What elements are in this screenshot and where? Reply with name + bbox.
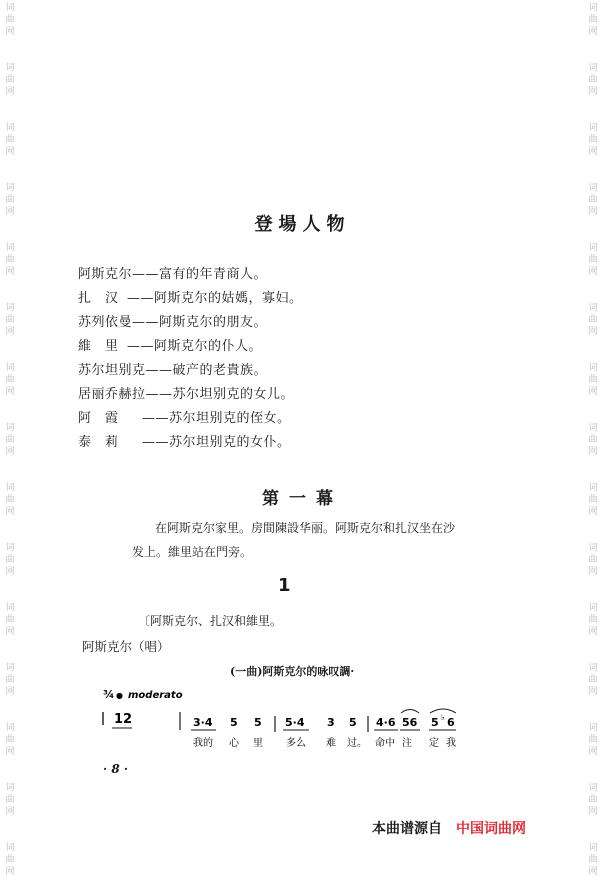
watermark-char: 曲 xyxy=(5,555,15,565)
lyric: 注 xyxy=(402,738,412,749)
watermark-char: 网 xyxy=(5,447,15,457)
watermark-char: 词 xyxy=(5,423,15,433)
watermark-char: 网 xyxy=(588,447,598,457)
watermark-text xyxy=(3,422,17,458)
watermark-char: 曲 xyxy=(588,735,598,745)
watermark-char: 曲 xyxy=(5,135,15,145)
cast-name: 苏尔坦别克 xyxy=(78,363,146,378)
cast-description: 苏尔坦别克的女儿。 xyxy=(172,387,295,402)
watermark-text xyxy=(586,782,600,818)
watermark-char: 网 xyxy=(588,627,598,637)
watermark-char: 网 xyxy=(5,87,15,97)
note: 56 xyxy=(402,716,418,729)
cast-name: 維 里 xyxy=(78,339,119,354)
watermark-char: 曲 xyxy=(5,675,15,685)
cast-dash: —— xyxy=(145,387,173,402)
watermark-char: 曲 xyxy=(5,255,15,265)
watermark-char: 网 xyxy=(588,267,598,277)
cast-entry xyxy=(78,263,267,282)
watermark-char: 曲 xyxy=(588,855,598,865)
cast-description: 富有的年青商人。 xyxy=(159,267,268,282)
watermark-char: 词 xyxy=(5,543,15,553)
watermark-text xyxy=(586,242,600,278)
watermark-char: 词 xyxy=(588,543,598,553)
note: 5 xyxy=(254,716,262,729)
watermark-char: 网 xyxy=(5,27,15,37)
watermark-char: 网 xyxy=(5,687,15,697)
cast-entry xyxy=(78,287,303,306)
watermark-char: 词 xyxy=(5,243,15,253)
cast-description: 阿斯克尔的姑媽，寡妇。 xyxy=(154,291,303,306)
cast-dash: —— xyxy=(142,411,169,426)
watermark-char: 曲 xyxy=(5,855,15,865)
cast-entry xyxy=(78,359,267,378)
watermark-text xyxy=(3,122,17,158)
watermark-char: 词 xyxy=(5,63,15,73)
lyric: 多么 xyxy=(286,738,306,749)
watermark-char: 曲 xyxy=(588,255,598,265)
cast-name: 居丽乔赫拉 xyxy=(78,387,146,402)
cast-name: 阿 霞 xyxy=(78,411,119,426)
jianpu-score xyxy=(0,680,605,760)
watermark-text xyxy=(3,2,17,38)
lyric: 我 xyxy=(446,738,456,749)
watermark-text xyxy=(3,542,17,578)
watermark-text xyxy=(586,302,600,338)
cast-description: 苏尔坦别克的女仆。 xyxy=(169,435,291,450)
cast-entry xyxy=(78,383,294,402)
watermark-char: 曲 xyxy=(588,495,598,505)
watermark-char: 词 xyxy=(588,303,598,313)
flat-sign: ♭ xyxy=(441,713,445,722)
watermark-text xyxy=(586,62,600,98)
watermark-text xyxy=(3,602,17,638)
page-number: · 8 · xyxy=(103,762,129,776)
watermark-char: 曲 xyxy=(588,135,598,145)
watermark-text xyxy=(586,2,600,38)
watermark-char: 曲 xyxy=(5,75,15,85)
watermark-text xyxy=(586,122,600,158)
watermark-char: 曲 xyxy=(588,435,598,445)
watermark-char: 词 xyxy=(588,423,598,433)
speaker-label: 阿斯克尔（唱） xyxy=(82,639,170,654)
watermark-char: 词 xyxy=(5,183,15,193)
cast-dash: —— xyxy=(145,363,173,378)
watermark-text xyxy=(586,362,600,398)
watermark-char: 词 xyxy=(5,663,15,673)
cast-name: 苏列依曼 xyxy=(78,315,133,330)
cast-description: 苏尔坦别克的侄女。 xyxy=(169,411,291,426)
cast-dash: —— xyxy=(142,435,169,450)
watermark-char: 网 xyxy=(588,147,598,157)
scene-characters: 〔阿斯克尔、扎汉和維里。 xyxy=(138,614,283,628)
scene-number: 1 xyxy=(278,575,291,596)
watermark-char: 词 xyxy=(588,723,598,733)
watermark-char: 词 xyxy=(588,663,598,673)
watermark-char: 曲 xyxy=(588,555,598,565)
watermark-char: 词 xyxy=(5,123,15,133)
watermark-char: 词 xyxy=(588,363,598,373)
cast-description: 破产的老貴族。 xyxy=(172,363,268,378)
watermark-char: 网 xyxy=(588,567,598,577)
watermark-char: 词 xyxy=(5,483,15,493)
note: 5 xyxy=(230,716,238,729)
watermark-char: 曲 xyxy=(5,195,15,205)
watermark-char: 词 xyxy=(588,603,598,613)
watermark-char: 曲 xyxy=(5,435,15,445)
watermark-char: 曲 xyxy=(5,375,15,385)
note: 5 xyxy=(431,716,439,729)
watermark-char: 网 xyxy=(5,507,15,517)
lyric: 难 xyxy=(326,738,336,749)
watermark-text xyxy=(3,302,17,338)
source-note xyxy=(372,818,526,838)
watermark-char: 曲 xyxy=(588,375,598,385)
stage-direction-line-1: 在阿斯克尔家里。房間陳設华丽。阿斯克尔和扎汉坐在沙 xyxy=(155,521,456,535)
note: 6 xyxy=(447,716,455,729)
watermark-char: 曲 xyxy=(588,15,598,25)
watermark-char: 网 xyxy=(588,747,598,757)
pickup-measure xyxy=(103,712,132,728)
cast-dash: —— xyxy=(132,267,160,282)
watermark-char: 曲 xyxy=(588,315,598,325)
source-brand-link[interactable]: 中国词曲网 xyxy=(456,821,526,837)
pickup-notes: 12 xyxy=(114,712,133,727)
lyric: 我的 xyxy=(193,738,213,749)
watermark-char: 曲 xyxy=(588,195,598,205)
watermark-char: 词 xyxy=(5,843,15,853)
watermark-char: 网 xyxy=(5,627,15,637)
song-title: (一曲)阿斯克尔的咏叹調· xyxy=(230,665,355,678)
cast-entry xyxy=(78,407,291,426)
watermark-char: 曲 xyxy=(588,795,598,805)
watermark-text xyxy=(586,842,600,878)
watermark-char: 词 xyxy=(5,303,15,313)
watermark-text xyxy=(3,62,17,98)
watermark-text xyxy=(586,422,600,458)
cast-dash: —— xyxy=(127,291,154,306)
note: 3 xyxy=(327,716,335,729)
watermark-char: 曲 xyxy=(5,15,15,25)
watermark-char: 网 xyxy=(5,267,15,277)
cast-name: 阿斯克尔 xyxy=(78,267,133,282)
measure-1 xyxy=(180,712,263,749)
watermark-char: 网 xyxy=(588,507,598,517)
tempo-dot: ● xyxy=(116,691,123,700)
cast-name: 扎 汉 xyxy=(78,291,119,306)
note: 5·4 xyxy=(285,716,305,729)
lyric: 定 xyxy=(429,738,439,749)
cast-dash: —— xyxy=(132,315,160,330)
watermark-char: 网 xyxy=(5,567,15,577)
watermark-char: 网 xyxy=(5,147,15,157)
cast-entry xyxy=(78,335,262,354)
watermark-text xyxy=(3,362,17,398)
watermark-char: 网 xyxy=(588,687,598,697)
watermark-char: 词 xyxy=(5,603,15,613)
act-title: 第一幕 xyxy=(262,489,343,509)
cast-dash: —— xyxy=(127,339,154,354)
watermark-char: 网 xyxy=(588,867,598,877)
tempo-marking: moderato xyxy=(128,690,183,701)
note: 5 xyxy=(349,716,357,729)
watermark-char: 网 xyxy=(5,387,15,397)
watermark-char: 网 xyxy=(5,807,15,817)
watermark-char: 词 xyxy=(588,63,598,73)
cast-name: 泰 莉 xyxy=(78,435,119,450)
cast-heading: 登場人物 xyxy=(254,214,351,235)
cast-entry xyxy=(78,431,291,450)
watermark-char: 词 xyxy=(5,783,15,793)
watermark-char: 网 xyxy=(5,867,15,877)
watermark-text xyxy=(586,542,600,578)
cast-description: 阿斯克尔的仆人。 xyxy=(154,339,263,354)
watermark-char: 词 xyxy=(588,783,598,793)
watermark-char: 曲 xyxy=(588,675,598,685)
watermark-char: 曲 xyxy=(588,615,598,625)
watermark-text xyxy=(586,602,600,638)
time-signature: ¾ xyxy=(103,688,115,701)
measure-3 xyxy=(368,709,456,749)
note: 3·4 xyxy=(193,716,213,729)
watermark-char: 词 xyxy=(5,363,15,373)
watermark-char: 网 xyxy=(5,207,15,217)
watermark-char: 网 xyxy=(588,27,598,37)
watermark-char: 曲 xyxy=(5,735,15,745)
watermark-char: 词 xyxy=(588,843,598,853)
watermark-char: 词 xyxy=(588,243,598,253)
watermark-char: 曲 xyxy=(5,495,15,505)
watermark-char: 网 xyxy=(588,327,598,337)
lyric: 命中 xyxy=(375,738,395,749)
watermark-char: 曲 xyxy=(588,75,598,85)
watermark-char: 网 xyxy=(5,747,15,757)
watermark-char: 词 xyxy=(588,483,598,493)
watermark-char: 词 xyxy=(588,123,598,133)
watermark-char: 词 xyxy=(5,723,15,733)
source-label: 本曲谱源自 xyxy=(372,821,442,837)
watermark-char: 网 xyxy=(588,207,598,217)
watermark-char: 词 xyxy=(5,3,15,13)
watermark-char: 网 xyxy=(588,387,598,397)
watermark-char: 词 xyxy=(588,3,598,13)
lyric: 里 xyxy=(253,738,263,749)
slur xyxy=(401,710,419,714)
watermark-text xyxy=(3,842,17,878)
lyric: 心 xyxy=(229,738,239,749)
watermark-char: 网 xyxy=(5,327,15,337)
watermark-char: 曲 xyxy=(5,615,15,625)
lyric: 过。 xyxy=(347,738,367,749)
measure-2 xyxy=(275,716,367,749)
cast-entry xyxy=(78,311,267,330)
cast-description: 阿斯克尔的朋友。 xyxy=(159,315,268,330)
watermark-char: 词 xyxy=(588,183,598,193)
watermark-char: 网 xyxy=(588,87,598,97)
watermark-char: 网 xyxy=(588,807,598,817)
note: 4·6 xyxy=(376,716,396,729)
watermark-char: 曲 xyxy=(5,315,15,325)
watermark-text xyxy=(3,242,17,278)
watermark-text xyxy=(3,782,17,818)
watermark-char: 曲 xyxy=(5,795,15,805)
stage-direction-line-2: 发上。維里站在門旁。 xyxy=(132,545,253,559)
